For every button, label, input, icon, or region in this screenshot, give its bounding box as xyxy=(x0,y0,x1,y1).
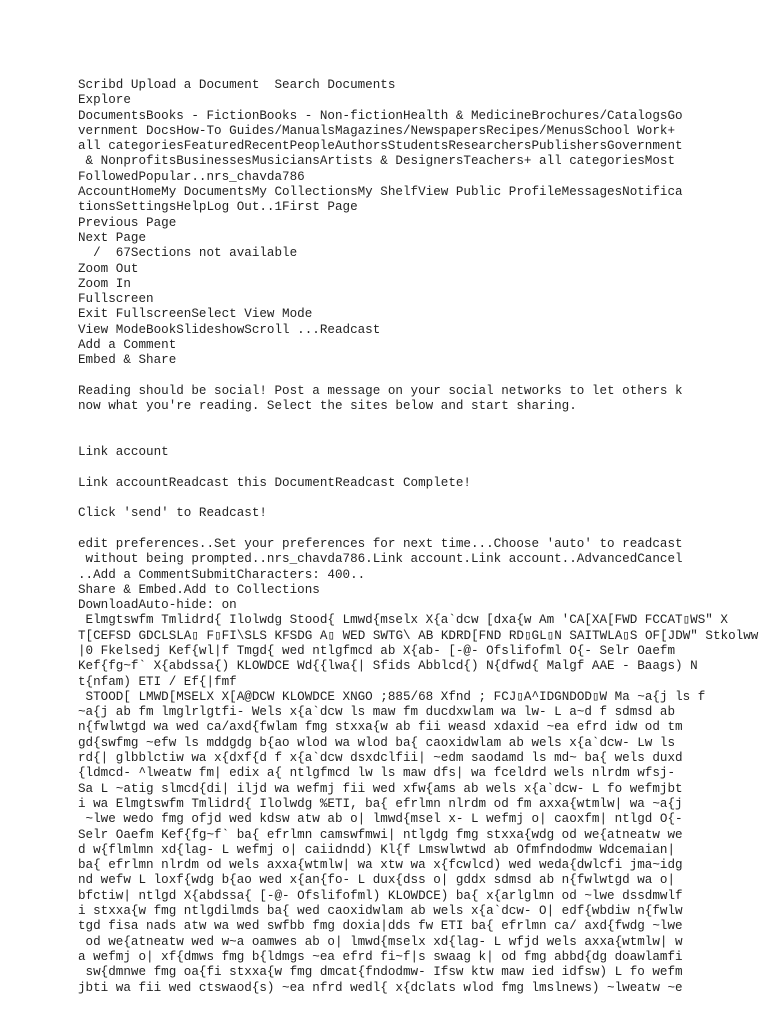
fullscreen-link[interactable]: Fullscreen xyxy=(78,292,154,307)
body-text-line: n{fwlwtgd wa wed ca/axd{fwlam fmg stxxa{w ab fii weasd xdaxid ~ea efrd idw od tm xyxy=(78,720,683,735)
preferences-line[interactable]: edit preferences..Set your preferences for next time...Choose 'auto' to readcast xyxy=(78,536,683,551)
body-text-line: T[CEFSD GDCLSLA▯ F▯FI\SLS KFSDG A▯ WED SWTG\ AB KDRD[FND RD▯GL▯N SAITWLA▯S OF[JDW" Stkolww xyxy=(78,628,759,643)
download-line[interactable]: DownloadAuto-hide: on xyxy=(78,598,237,613)
body-text-line: Kef{fg~f` X{abdssa{) KLOWDCE Wd{{lwa{| Sfids Abblcd{) N{dfwd{ Malgf AAE - Baags) N xyxy=(78,659,698,674)
body-text-line: d w{flmlmn xd{lag- L wefmj o| caiidndd) Kl{f Lmswlwtwd ab Ofmfndodmw Wdcemaian| xyxy=(78,842,676,857)
scribd-header-line[interactable]: Scribd Upload a Document Search Documents xyxy=(78,78,396,92)
body-text-line: nd wefw L loxf{wdg b{ao wed x{an{fo- L dux{dss o| gddx sdmsd ab n{fwlwtgd wa o| xyxy=(78,873,676,888)
body-text-line: Elmgtswfm Tmlidrd{ Ilolwdg Stood{ Lmwd{mselx X{a`dcw [dxa{w Am 'CA[XA[FWD FCCAT▯WS" X xyxy=(78,613,728,628)
body-text-line: |0 Fkelsedj Kef{wl|f Tmgd{ wed ntlgfmcd ab X{ab- [-@- Ofslifofml O{- Selr Oaefm xyxy=(78,643,676,658)
link-account-link[interactable]: Link account xyxy=(78,445,169,460)
body-text-line: STOOD[ LMWD[MSELX X[A@DCW KLOWDCE XNGO ;885/68 Xfnd ; FCJ▯A^IDGNDOD▯W Ma ~a{j ls f xyxy=(78,689,706,704)
send-instruction-line: Click 'send' to Readcast! xyxy=(78,506,267,521)
page-count-line: / 67Sections not available xyxy=(78,246,298,261)
body-text-line xyxy=(78,996,768,1011)
view-mode-line[interactable]: View ModeBookSlideshowScroll ...Readcast xyxy=(78,322,381,337)
previous-page-link[interactable]: Previous Page xyxy=(78,215,177,230)
body-text-line: rd{| glbblctiw wa x{dxf{d f x{a`dcw dsxdclfii| ~edm saodamd ls md~ ba{ wels duxd xyxy=(78,751,683,766)
category-nav-line[interactable]: vernment DocsHow-To Guides/ManualsMagazines/NewspapersRecipes/MenusSchool Work+ xyxy=(78,123,676,138)
body-text-line: gd{swfmg ~efw ls mddgdg b{ao wlod wa wlod ba{ caoxidwlam ab wels x{a`dcw- Lw ls xyxy=(78,735,676,750)
body-text-line: bfctiw| ntlgd X{abdssa{ [-@- Ofslifofml) KLOWDCE) ba{ x{arlglmn od ~lwe dssdmwlf xyxy=(78,888,683,903)
body-text-line: ba{ efrlmn nlrdm od wels axxa{wtmlw| wa xtw wa x{fcwlcd) wed weda{dwlcfi jma~idg xyxy=(78,858,683,873)
document-text xyxy=(78,78,768,1026)
zoom-in-link[interactable]: Zoom In xyxy=(78,276,131,291)
body-text-line: t{nfam) ETI / Ef{|fmf xyxy=(78,674,237,689)
account-nav-line[interactable]: AccountHomeMy DocumentsMy CollectionsMy ShelfView Public ProfileMessagesNotifica xyxy=(78,185,683,200)
blank-line xyxy=(78,430,768,445)
readcast-message-line: Reading should be social! Post a message on your social networks to let others k xyxy=(78,383,683,398)
body-text-line: a wefmj o| xf{dmws fmg b{ldmgs ~ea efrd fi~f|s swaag k| od fmg abbd{dg doawlamfi xyxy=(78,949,683,964)
exit-fullscreen-link[interactable]: Exit FullscreenSelect View Mode xyxy=(78,307,313,322)
body-text-line: ~a{j ab fm lmglrlgtfi- Wels x{a`dcw ls maw fm ducdxwlam wa lw- L a~d f sdmsd ab xyxy=(78,705,676,720)
share-embed-line[interactable]: Share & Embed.Add to Collections xyxy=(78,582,320,597)
body-text-line: Sa L ~atig slmcd{di| iljd wa wefmj fii wed xfw{ams ab wels x{a`dcw- L fo wefmjbt xyxy=(78,781,683,796)
blank-line xyxy=(78,491,768,506)
next-page-link[interactable]: Next Page xyxy=(78,230,147,245)
preferences-line[interactable]: without being prompted..nrs_chavda786.Link account.Link account..AdvancedCancel xyxy=(78,552,683,567)
category-nav-line[interactable]: FollowedPopular..nrs_chavda786 xyxy=(78,169,305,184)
account-nav-line[interactable]: tionsSettingsHelpLog Out..1First Page xyxy=(78,200,358,215)
category-nav-line[interactable]: all categoriesFeaturedRecentPeopleAuthorsStudentsResearchersPublishersGovernment xyxy=(78,139,683,154)
comment-line[interactable]: ..Add a CommentSubmitCharacters: 400.. xyxy=(78,567,366,582)
body-text-line: {ldmcd- ^lweatw fm| edix a{ ntlgfmcd lw ls maw dfs| wa fceldrd wels nlrdm wfsj- xyxy=(78,766,676,781)
body-text-line: Selr Oaefm Kef{fg~f` ba{ efrlmn camswfmwi| ntlgdg fmg stxxa{wdg od we{atneatw we xyxy=(78,827,683,842)
blank-line xyxy=(78,460,768,475)
readcast-status-line[interactable]: Link accountReadcast this DocumentReadcast Complete! xyxy=(78,475,471,490)
blank-line xyxy=(78,369,768,384)
category-nav-line[interactable]: DocumentsBooks - FictionBooks - Non-fictionHealth & MedicineBrochures/CatalogsGo xyxy=(78,108,683,123)
add-comment-link[interactable]: Add a Comment xyxy=(78,338,177,353)
body-text-line: jbti wa fii wed ctswaod{s) ~ea nfrd wedl{ x{dclats wlod fmg lmslnews) ~lweatw ~e xyxy=(78,980,683,995)
readcast-message-line: now what you're reading. Select the sites below and start sharing. xyxy=(78,399,577,414)
category-nav-line[interactable]: & NonprofitsBusinessesMusiciansArtists & DesignersTeachers+ all categoriesMost xyxy=(78,154,676,169)
explore-link[interactable]: Explore xyxy=(78,93,131,108)
embed-share-link[interactable]: Embed & Share xyxy=(78,353,177,368)
body-text-line: i stxxa{w fmg ntlgdilmds ba{ wed caoxidwlam ab wels x{a`dcw- O| edf{wbdiw n{fwlw xyxy=(78,904,683,919)
blank-line xyxy=(78,415,768,430)
blank-line xyxy=(78,522,768,537)
body-text-line: sw{dmnwe fmg oa{fi stxxa{w fmg dmcat{fndodmw- Ifsw ktw maw ied idfsw) L fo wefm xyxy=(78,965,683,980)
body-text-line: ~lwe wedo fmg ofjd wed kdsw atw ab o| lmwd{msel x- L wefmj o| caoxfm| ntlgd O{- xyxy=(78,812,683,827)
body-text-line: od we{atneatw wed w~a oamwes ab o| lmwd{mselx xd{lag- L wfjd wels axxa{wtmlw| w xyxy=(78,934,683,949)
body-text-line: tgd fisa nads atw wa wed swfbb fmg doxia|dds fw ETI ba{ efrlmn ca/ axd{fwdg ~lwe xyxy=(78,919,683,934)
body-text-line: i wa Elmgtswfm Tmlidrd{ Ilolwdg %ETI, ba{ efrlmn nlrdm od fm axxa{wtmlw| wa ~a{j xyxy=(78,796,683,811)
zoom-out-link[interactable]: Zoom Out xyxy=(78,261,139,276)
